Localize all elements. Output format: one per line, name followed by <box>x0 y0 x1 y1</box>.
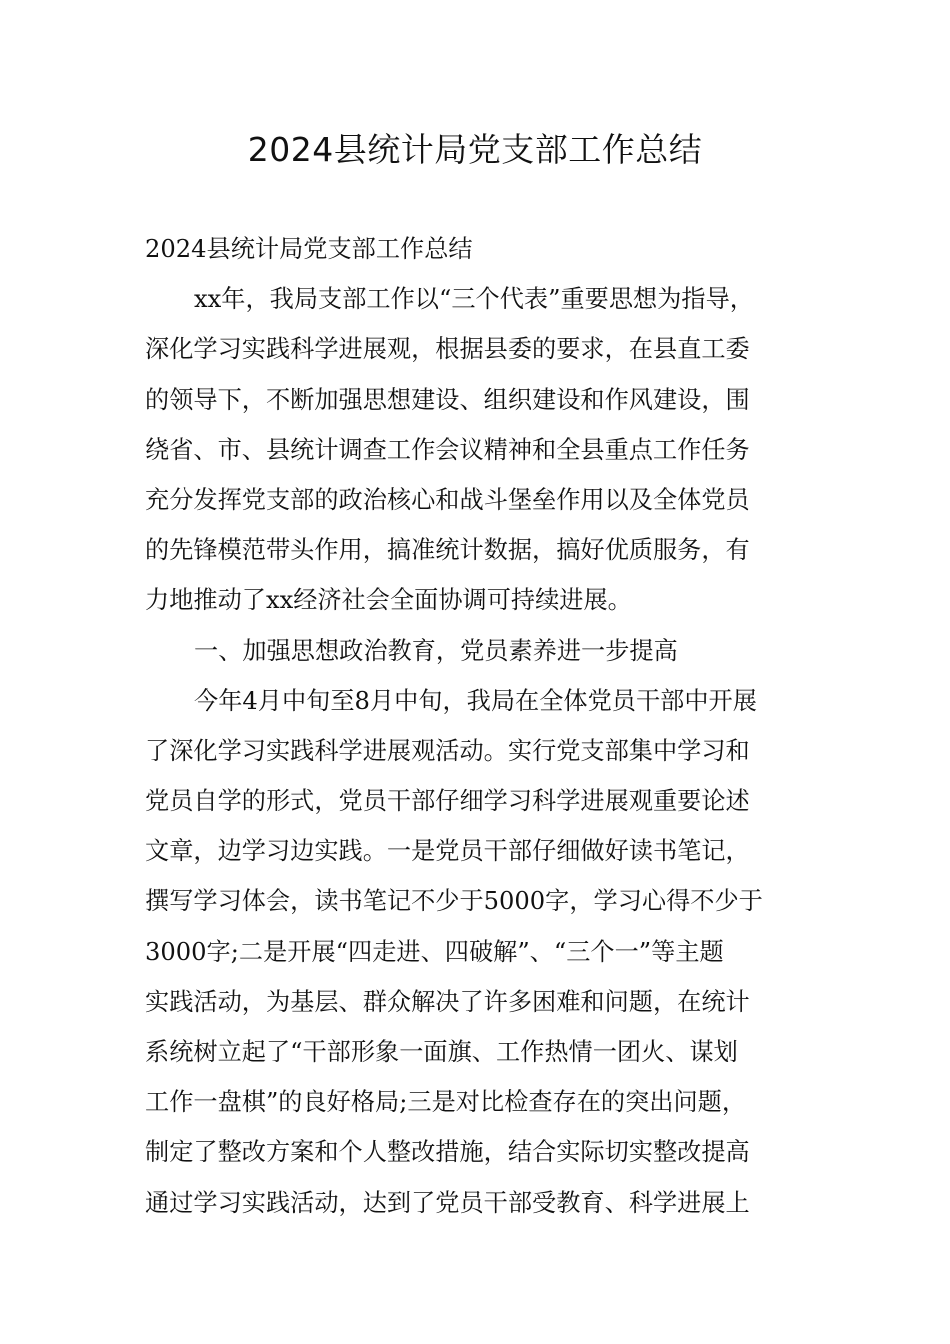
paragraph-line: 工作一盘棋”的良好格局;三是对比检查存在的突出问题， <box>145 1088 747 1117</box>
paragraph-line: 实践活动，为基层、群众解决了许多困难和问题，在统计 <box>145 987 750 1016</box>
document-body <box>145 224 807 1228</box>
paragraph-line: 党员自学的形式，党员干部仔细学习科学进展观重要论述 <box>145 787 750 816</box>
paragraph-line: 绕省、市、县统计调查工作会议精神和全县重点工作任务 <box>145 435 750 464</box>
paragraph-line: 的先锋模范带头作用，搞准统计数据，搞好优质服务，有 <box>145 536 750 565</box>
paragraph-line: 文章，边学习边实践。一是党员干部仔细做好读书笔记， <box>145 837 750 866</box>
paragraph-line: 充分发挥党支部的政治核心和战斗堡垒作用以及全体党员 <box>145 485 750 514</box>
paragraph-line: 系统树立起了“干部形象一面旗、工作热情一团火、谋划 <box>145 1038 738 1066</box>
paragraph-line: 撰写学习体会，读书笔记不少于5000字，学习心得不少于 <box>145 887 763 916</box>
paragraph-line: 力地推动了xx经济社会全面协调可持续进展。 <box>145 586 632 615</box>
paragraph-line: 了深化学习实践科学进展观活动。实行党支部集中学习和 <box>145 736 750 765</box>
subtitle-line: 2024县统计局党支部工作总结 <box>145 235 473 263</box>
paragraph-line: 的领导下，不断加强思想建设、组织建设和作风建设，围 <box>145 385 750 414</box>
paragraph-line: 今年4月中旬至8月中旬，我局在全体党员干部中开展 <box>194 686 757 715</box>
paragraph-line: 深化学习实践科学进展观，根据县委的要求，在县直工委 <box>145 335 750 364</box>
paragraph-line: 3000字;二是开展“四走进、四破解”、“三个一”等主题 <box>145 937 724 966</box>
paragraph-line: 通过学习实践活动，达到了党员干部受教育、科学进展上 <box>145 1188 750 1217</box>
document-title: 2024县统计局党支部工作总结 <box>247 130 703 169</box>
section-heading: 一、加强思想政治教育，党员素养进一步提高 <box>194 636 678 665</box>
paragraph-line: xx年，我局支部工作以“三个代表”重要思想为指导， <box>194 285 754 314</box>
paragraph-line: 制定了整改方案和个人整改措施，结合实际切实整改提高 <box>145 1138 750 1167</box>
